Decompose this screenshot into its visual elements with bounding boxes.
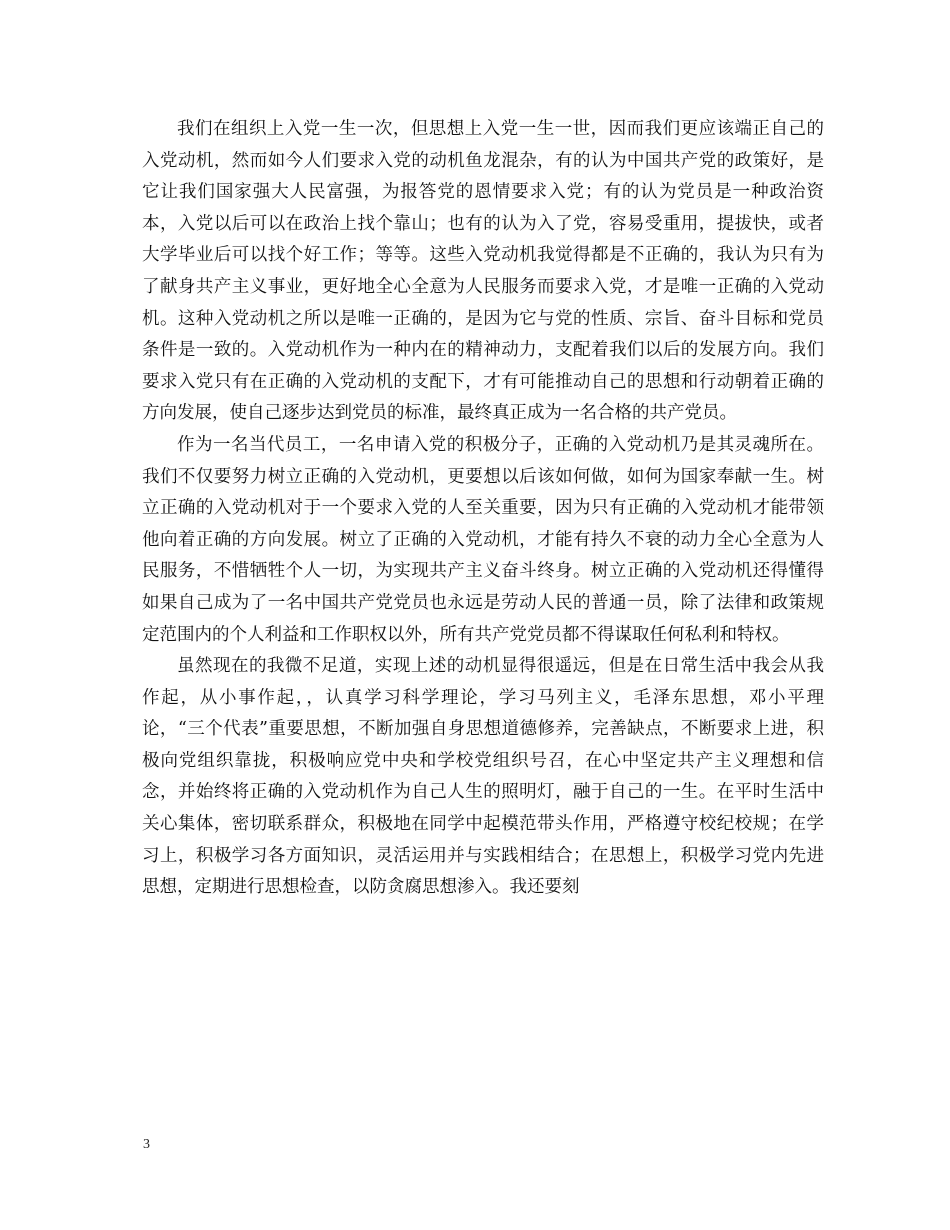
paragraph-2: 作为一名当代员工，一名申请入党的积极分子，正确的入党动机乃是其灵魂所在。我们不仅要努力树立正确的入党动机，更要想以后该如何做，如何为国家奉献一生。树立正确的入党动机对于一个要求入党的人至关重要，因为只有正确的入党动机才能带领他向着正确的方向发展。树立了正确的入党动机，才能有持久不衰的动力全心全意为人民服务，不惜牺牲个人一切，为实现共产主义奋斗终身。树立正确的入党动机还得懂得如果自己成为了一名中国共产党党员也永远是劳动人民的普通一员，除了法律和政策规定范围内的个人利益和工作职权以外，所有共产党党员都不得谋取任何私利和特权。 [142, 434, 824, 645]
paragraph-3: 虽然现在的我微不足道，实现上述的动机显得很遥远，但是在日常生活中我会从我作起，从小事作起，，认真学习科学理论，学习马列主义，毛泽东思想，邓小平理论，“三个代表”重要思想，不断加强自身思想道德修养，完善缺点，不断要求上进，积极向党组织靠拢，积极响应党中央和学校党组织号召，在心中坚定共产主义理想和信念，并始终将正确的入党动机作为自己人生的照明灯，融于自己的一生。在平时生活中关心集体，密切联系群众，积极地在同学中起模范带头作用，严格遵守校纪校规；在学习上，积极学习各方面知识，灵活运用并与实践相结合；在思想上，积极学习党内先进思想，定期进行思想检查，以防贪腐思想渗入。我还要刻 [142, 656, 824, 898]
paragraph-1: 我们在组织上入党一生一次，但思想上入党一生一世，因而我们更应该端正自己的入党动机，然而如今人们要求入党的动机鱼龙混杂，有的认为中国共产党的政策好，是它让我们国家强大人民富强，为报答党的恩情要求入党；有的认为党员是一种政治资本，入党以后可以在政治上找个靠山；也有的认为入了党，容易受重用，提拔快，或者大学毕业后可以找个好工作；等等。这些入党动机我觉得都是不正确的，我认为只有为了献身共产主义事业，更好地全心全意为人民服务而要求入党，才是唯一正确的入党动机。这种入党动机之所以是唯一正确的，是因为它与党的性质、宗旨、奋斗目标和党员条件是一致的。入党动机作为一种内在的精神动力，支配着我们以后的发展方向。我们要求入党只有在正确的入党动机的支配下，才有可能推动自己的思想和行动朝着正确的方向发展，使自己逐步达到党员的标准，最终真正成为一名合格的共产党员。 [142, 119, 824, 424]
document-body [142, 114, 824, 904]
page-number: 3 [143, 1137, 150, 1152]
